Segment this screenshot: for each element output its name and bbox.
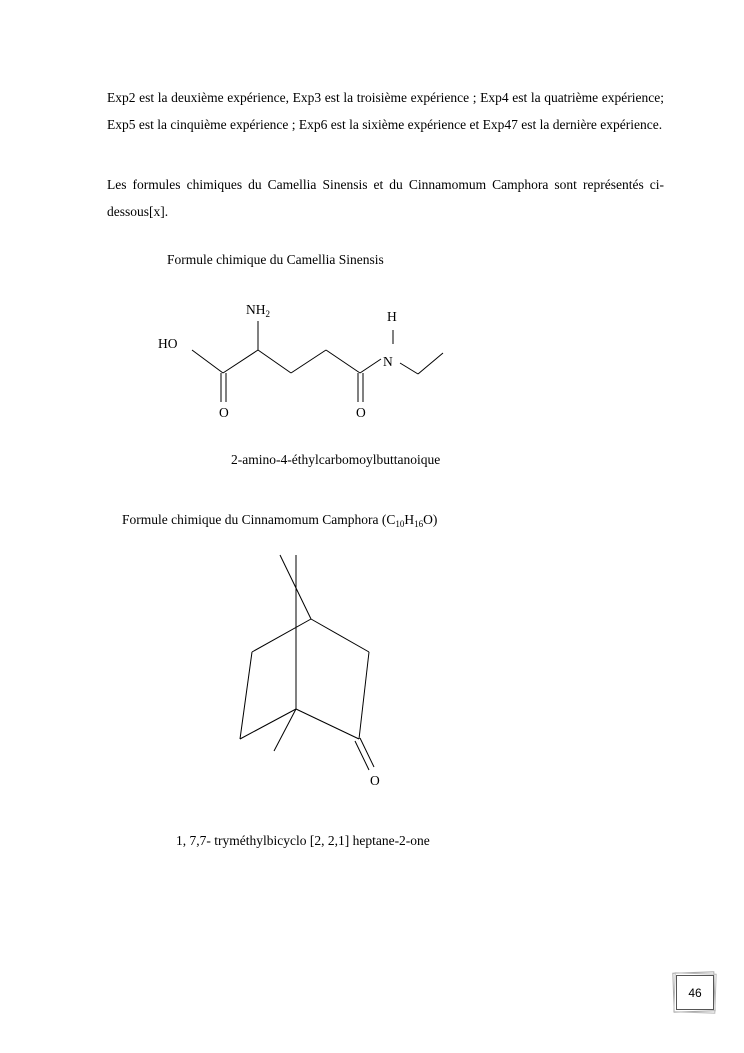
bond-c2-c1 (296, 709, 359, 739)
paragraph-experiments: Exp2 est la deuxième expérience, Exp3 est la troisième expérience ; Exp4 est la quatrième expérience; Exp5 est la cinquième expérience ; Exp6 est la sixième expérience et Exp47 est la dernière expérience. (107, 90, 664, 132)
atom-nh2: $NH_2$ (246, 302, 270, 319)
atom-o-camphor: O (370, 773, 380, 788)
bond-c2-o-a (355, 741, 369, 770)
figure2-title: Formule chimique du Cinnamomum Camphora $(C_{10}H_{16}O)$ (122, 512, 438, 529)
bond-c6-c2 (359, 652, 369, 739)
page-number: 46 (676, 975, 714, 1010)
figure2-name: 1, 7,7- tryméthylbicyclo [2, 2,1] heptane-2-one (176, 833, 430, 848)
paragraph-formulas-intro: Les formules chimiques du Camellia Sinensis et du Cinnamomum Camphora sont représentés ci-dessous[x]. (107, 177, 664, 219)
bond-c7-c6 (311, 619, 369, 652)
bond-c2-o-b (360, 738, 374, 767)
bond-c7-c3 (252, 619, 311, 652)
atom-h: H (387, 309, 397, 324)
atom-o2: O (356, 405, 366, 420)
figure1-name: 2-amino-4-éthylcarbomoylbuttanoique (231, 452, 441, 467)
bond-c3-c4 (240, 652, 252, 739)
atom-n: N (383, 354, 393, 369)
atom-o1: O (219, 405, 229, 420)
figure1-title: Formule chimique du Camellia Sinensis (167, 252, 384, 267)
atom-ho: HO (158, 336, 178, 351)
